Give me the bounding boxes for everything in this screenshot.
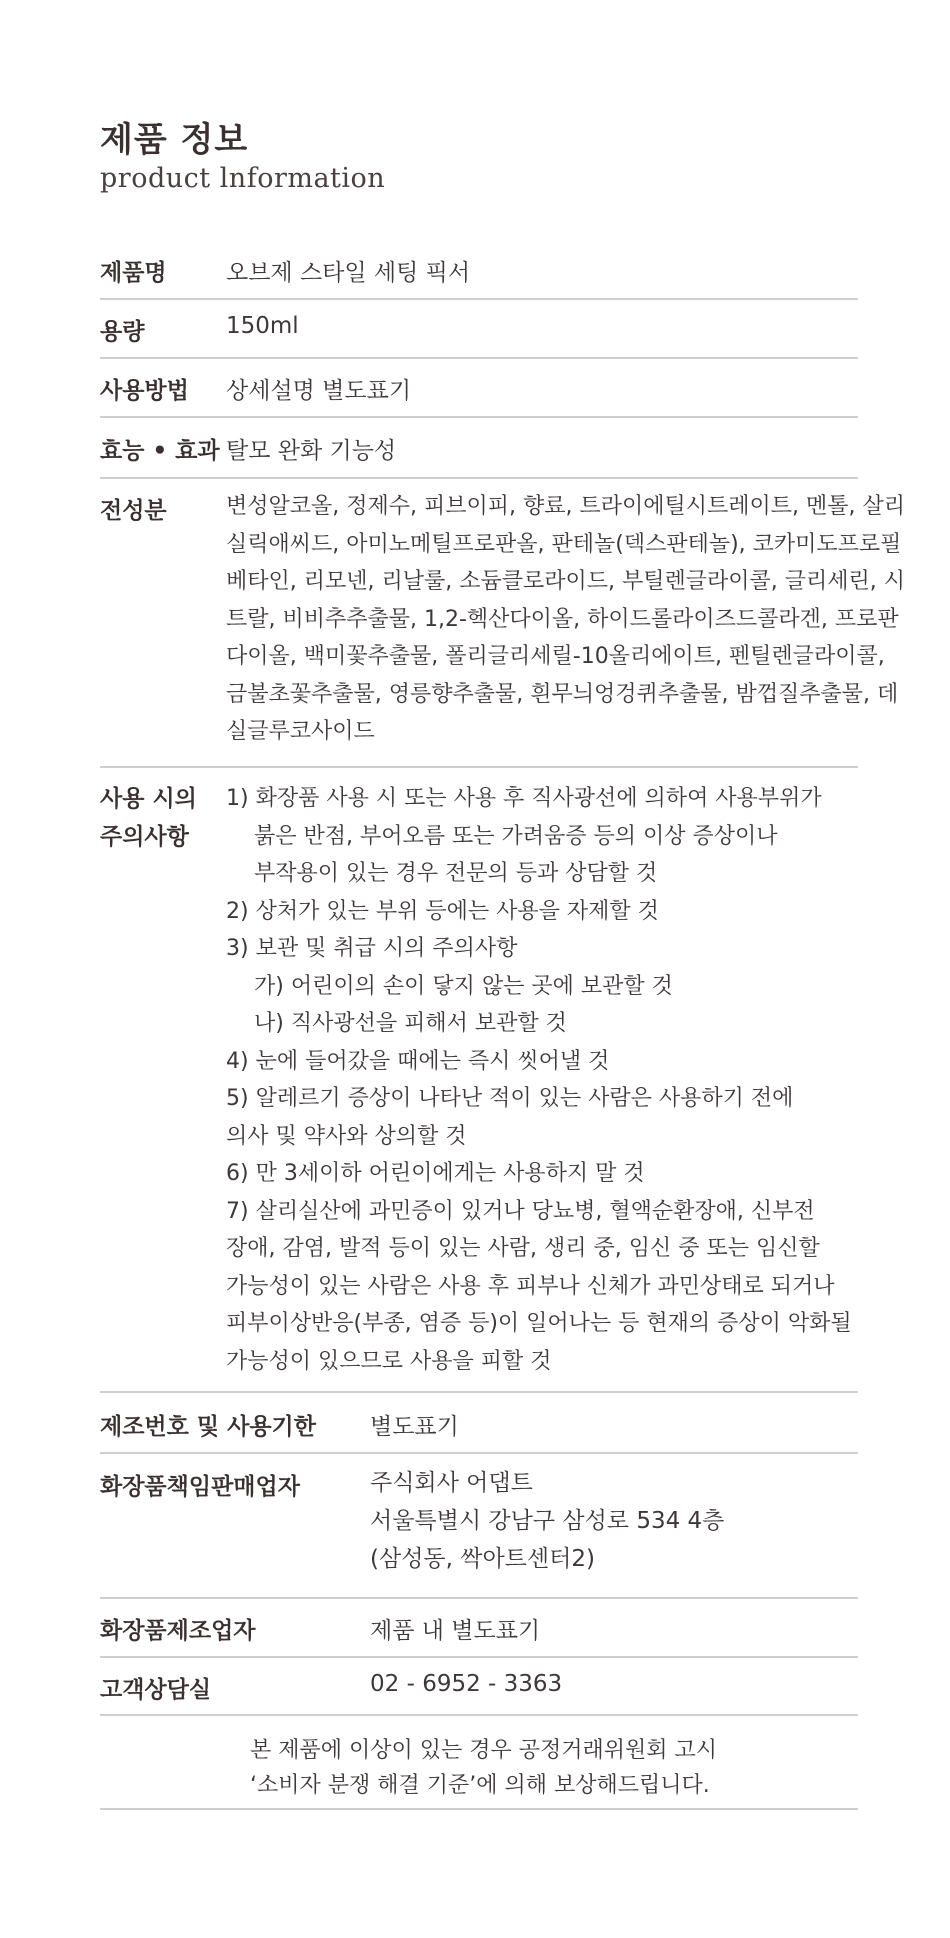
caution-line: 6) 만 3세이하 어린이에게는 사용하지 말 것 — [226, 1161, 645, 1186]
divider — [100, 357, 858, 359]
divider — [100, 766, 858, 768]
ingredients-line: 실글루코사이드 — [226, 719, 375, 744]
divider — [100, 1714, 858, 1716]
row-product-name — [100, 254, 858, 294]
caution-line: 나) 직사광선을 피해서 보관할 것 — [254, 1011, 567, 1036]
caution-line: 가능성이 있으므로 사용을 피할 것 — [226, 1348, 552, 1374]
divider — [100, 298, 858, 300]
ingredients-line: 트랄, 비비추추출물, 1,2-헥산다이올, 하이드롤라이즈드콜라겐, 프로판 — [226, 606, 899, 632]
usage-value: 상세설명 별도표기 — [226, 378, 412, 404]
divider — [100, 477, 858, 479]
caution-line: 장애, 감염, 발적 등이 있는 사람, 생리 중, 임신 중 또는 임신할 — [226, 1236, 820, 1261]
row-manufacture-no — [100, 1408, 858, 1448]
manufacture-no-value: 별도표기 — [370, 1414, 459, 1440]
caution-label — [100, 780, 197, 856]
seller-company: 주식회사 어댑트 — [370, 1470, 533, 1496]
customer-service-label: 고객상담실 — [100, 1677, 212, 1703]
row-volume — [100, 313, 858, 353]
caution-line: 가) 어린이의 손이 닿지 않는 곳에 보관할 것 — [254, 973, 673, 999]
caution-line: 4) 눈에 들어갔을 때에는 즉시 씻어낼 것 — [226, 1048, 610, 1074]
row-customer-service — [100, 1671, 858, 1711]
caution-line: 7) 살리실산에 과민증이 있거나 당뇨병, 혈액순환장애, 신부전 — [226, 1198, 815, 1224]
manufacturer-value: 제품 내 별도표기 — [370, 1618, 541, 1644]
ingredients-line: 금불초꽃추출물, 영릉향추출물, 흰무늬엉겅퀴추출물, 밤껍질추출물, 데 — [226, 681, 899, 707]
seller-address: 서울특별시 강남구 삼성로 534 4층 — [370, 1508, 725, 1534]
row-ingredients — [100, 492, 905, 762]
ingredients-line: 실릭애씨드, 아미노메틸프로판올, 판테놀(덱스판테놀), 코카미도프로필 — [226, 531, 902, 557]
page-subtitle: product lnformation — [100, 163, 386, 194]
notice-line: ‘소비자 분쟁 해결 기준’에 의해 보상해드립니다. — [250, 1773, 710, 1798]
caution-label-line: 주의사항 — [100, 824, 189, 850]
row-usage — [100, 372, 858, 412]
customer-service-phone: 02 - 6952 - 3363 — [370, 1671, 563, 1697]
caution-line: 5) 알레르기 증상이 나타난 적이 있는 사람은 사용하기 전에 — [226, 1086, 794, 1111]
row-manufacturer — [100, 1612, 858, 1652]
caution-label-line: 사용 시의 — [100, 786, 197, 812]
divider — [100, 1808, 858, 1810]
caution-line: 1) 화장품 사용 시 또는 사용 후 직사광선에 의하여 사용부위가 — [226, 786, 822, 811]
caution-line: 붉은 반점, 부어오름 또는 가려움증 등의 이상 증상이나 — [254, 823, 778, 849]
caution-line: 가능성이 있는 사람은 사용 후 피부나 신체가 과민상태로 되거나 — [226, 1273, 835, 1299]
page-title: 제품 정보 — [100, 120, 249, 160]
divider — [100, 1656, 858, 1658]
effect-label: 효능 • 효과 — [100, 438, 220, 464]
usage-label: 사용방법 — [100, 378, 189, 404]
row-effect — [100, 432, 858, 472]
ingredients-list — [226, 488, 905, 751]
divider — [100, 1391, 858, 1393]
manufacturer-label: 화장품제조업자 — [100, 1618, 256, 1644]
row-seller — [100, 1468, 858, 1593]
divider — [100, 1452, 858, 1454]
caution-line: 3) 보관 및 취급 시의 주의사항 — [226, 936, 518, 961]
caution-list — [226, 780, 852, 1380]
caution-line: 피부이상반응(부종, 염증 등)이 일어나는 등 현재의 증상이 악화될 — [226, 1311, 852, 1336]
ingredients-line: 다이올, 백미꽃추출물, 폴리글리세릴-10올리에이트, 펜틸렌글라이콜, — [226, 644, 885, 669]
notice-line: 본 제품에 이상이 있는 경우 공정거래위원회 고시 — [250, 1738, 718, 1763]
divider — [100, 1597, 858, 1599]
seller-address-detail: (삼성동, 싹아트센터2) — [370, 1546, 595, 1572]
seller-label: 화장품책임판매업자 — [100, 1474, 300, 1500]
row-caution — [100, 780, 858, 1380]
volume-value: 150ml — [226, 313, 299, 339]
seller-info — [370, 1464, 724, 1578]
ingredients-line: 변성알코올, 정제수, 피브이피, 향료, 트라이에틸시트레이트, 멘톨, 살리 — [226, 494, 905, 519]
divider — [100, 416, 858, 418]
effect-value: 탈모 완화 기능성 — [226, 438, 397, 464]
ingredients-label: 전성분 — [100, 498, 167, 524]
caution-line: 의사 및 약사와 상의할 것 — [226, 1123, 467, 1149]
product-name-value: 오브제 스타일 세팅 픽서 — [226, 260, 471, 286]
product-name-label: 제품명 — [100, 260, 167, 286]
ingredients-line: 베타인, 리모넨, 리날룰, 소듐클로라이드, 부틸렌글라이콜, 글리세린, 시 — [226, 569, 905, 594]
volume-label: 용량 — [100, 319, 145, 345]
caution-line: 2) 상처가 있는 부위 등에는 사용을 자제할 것 — [226, 898, 659, 924]
manufacture-no-label: 제조번호 및 사용기한 — [100, 1414, 316, 1440]
caution-line: 부작용이 있는 경우 전문의 등과 상담할 것 — [254, 861, 658, 886]
